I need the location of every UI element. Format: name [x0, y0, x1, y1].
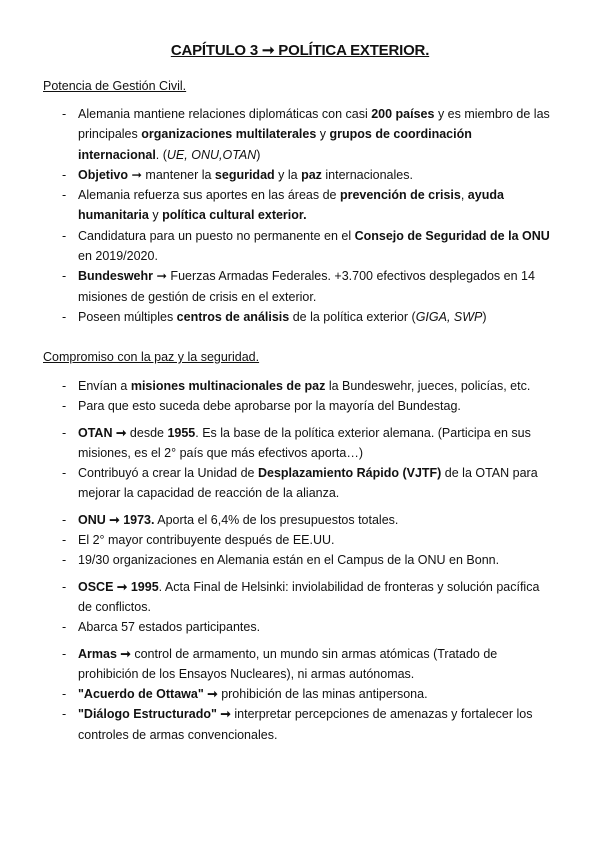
list-item: - Alemania mantiene relaciones diplomáticas con casi 200 países y es miembro de las principales organizaciones multilaterales y grupos de coordinación internacional. (UE, ONU,OTAN) [56, 104, 556, 165]
section-heading-peace-security: Compromiso con la paz y la seguridad. [43, 350, 260, 364]
list-item: - OTAN ➞ desde 1955. Es la base de la política exterior alemana. (Participa en sus misiones, es el 2° país que más efectivos aporta…) [56, 423, 556, 464]
list-item: - Armas ➞ control de armamento, un mundo sin armas atómicas (Tratado de prohibición de los Ensayos Nucleares), ni armas autónomas. [56, 644, 556, 685]
list-item: - Abarca 57 estados participantes. [56, 617, 556, 637]
section-heading-civil-power: Potencia de Gestión Civil. [43, 79, 187, 93]
list-item: - ONU ➞ 1973. Aporta el 6,4% de los presupuestos totales. [56, 510, 556, 530]
list-item: - OSCE ➞ 1995. Acta Final de Helsinki: inviolabilidad de fronteras y solución pacífica de conflictos. [56, 577, 556, 618]
list-item: - Envían a misiones multinacionales de paz la Bundeswehr, jueces, policías, etc. [56, 376, 556, 396]
list-item: - Candidatura para un puesto no permanente en el Consejo de Seguridad de la ONU en 2019/2020. [56, 226, 556, 267]
list-item: - El 2° mayor contribuyente después de EE.UU. [56, 530, 556, 550]
chapter-title: CAPÍTULO 3 ➞ POLÍTICA EXTERIOR. [170, 42, 430, 59]
section-list-peace-security [56, 376, 556, 745]
list-item: - "Acuerdo de Ottawa" ➞ prohibición de las minas antipersona. [56, 684, 556, 704]
list-item: - "Diálogo Estructurado" ➞ interpretar percepciones de amenazas y fortalecer los controles de armas convencionales. [56, 704, 556, 745]
list-item: - Contribuyó a crear la Unidad de Desplazamiento Rápido (VJTF) de la OTAN para mejorar la capacidad de reacción de la alianza. [56, 463, 556, 504]
list-item: - Poseen múltiples centros de análisis de la política exterior (GIGA, SWP) [56, 307, 556, 327]
list-item: - Objetivo ➞ mantener la seguridad y la paz internacionales. [56, 165, 556, 185]
list-item: - Bundeswehr ➞ Fuerzas Armadas Federales. +3.700 efectivos desplegados en 14 misiones de gestión de crisis en el exterior. [56, 266, 556, 307]
list-item: - Para que esto suceda debe aprobarse por la mayoría del Bundestag. [56, 396, 556, 416]
list-item: - Alemania refuerza sus aportes en las áreas de prevención de crisis, ayuda humanitaria y política cultural exterior. [56, 185, 556, 226]
section-list-civil-power [56, 104, 556, 327]
list-item: - 19/30 organizaciones en Alemania están en el Campus de la ONU en Bonn. [56, 550, 556, 570]
